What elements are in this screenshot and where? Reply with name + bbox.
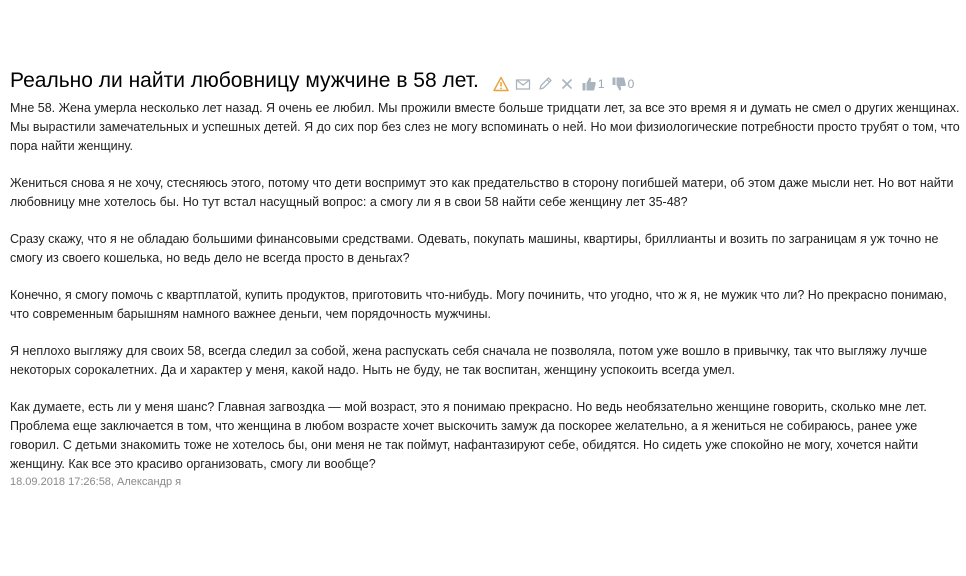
post-header xyxy=(10,66,960,96)
warning-icon[interactable] xyxy=(493,76,509,92)
post-paragraph: Я неплохо выгляжу для своих 58, всегда следил за собой, жена распускать себя сначала не позволяла, потом уже вошло в привычку, так что выгляжу лучше некоторых сорокалетних. Да и характер у меня, какой надо. Ныть не буду, не так воспитан, женщину успокоить всегда умел. xyxy=(10,344,928,377)
post-paragraph: Мне 58. Жена умерла несколько лет назад. Я очень ее любил. Мы прожили вместе больше тридцати лет, за все это время я и думать не смел о других женщинах. Мы вырастили замечательных и успешных детей. Я до сих пор без слез не могу вспоминать о ней. Но мои физиологические потребности просто трубят о том, что пора найти женщину. xyxy=(10,101,960,153)
post-paragraph: Сразу скажу, что я не обладаю большими финансовыми средствами. Одевать, покупать машины, квартиры, бриллианты и возить по заграницам я уж точно не смогу из своего кошелька, но ведь дело не всегда просто в деньгах? xyxy=(10,232,939,265)
post-actions xyxy=(493,76,634,92)
likes-count: 1 xyxy=(597,77,605,91)
post-meta: 18.09.2018 17:26:58, Александр я xyxy=(10,476,182,488)
thumbs-down-icon[interactable] xyxy=(611,76,627,92)
post-paragraph: Как думаете, есть ли у меня шанс? Главная загвоздка — мой возраст, это я понимаю прекрасно. Но ведь необязательно женщине говорить, сколько мне лет. Проблема еще заключается в том, что женщина в любом возрасте хочет выскочить замуж да поскорее желательно, а я жениться не собираюсь, ранее уже говорил. С детьми знакомить тоже не хотелось бы, они меня не так поймут, нафантазируют себе, обидятся. Но сидеть уже спокойно не могу, хочется найти женщину. Как все это красиво организовать, смогу ли вообще? xyxy=(10,400,927,471)
post xyxy=(10,66,960,490)
like-vote[interactable] xyxy=(581,76,605,92)
mail-icon[interactable] xyxy=(515,76,531,92)
post-paragraph: Конечно, я смогу помочь с квартплатой, купить продуктов, приготовить что-нибудь. Могу починить, что угодно, что ж я, не мужик что ли? Но прекрасно понимаю, что современным барышням намного важнее деньги, чем порядочность мужчины. xyxy=(10,288,947,321)
dislike-vote[interactable] xyxy=(611,76,635,92)
post-title: Реально ли найти любовницу мужчине в 58 лет. xyxy=(10,69,479,92)
edit-icon[interactable] xyxy=(537,76,553,92)
dislikes-count: 0 xyxy=(627,77,635,91)
thumbs-up-icon[interactable] xyxy=(581,76,597,92)
delete-icon[interactable] xyxy=(559,76,575,92)
post-paragraph: Жениться снова я не хочу, стесняюсь этого, потому что дети воспримут это как предательство в сторону погибшей матери, об этом даже мысли нет. Но вот найти любовницу мне хотелось бы. Но тут встал насущный вопрос: а смогу ли я в свои 58 найти себе женщину лет 35-48? xyxy=(10,176,954,209)
post-body xyxy=(10,99,960,474)
